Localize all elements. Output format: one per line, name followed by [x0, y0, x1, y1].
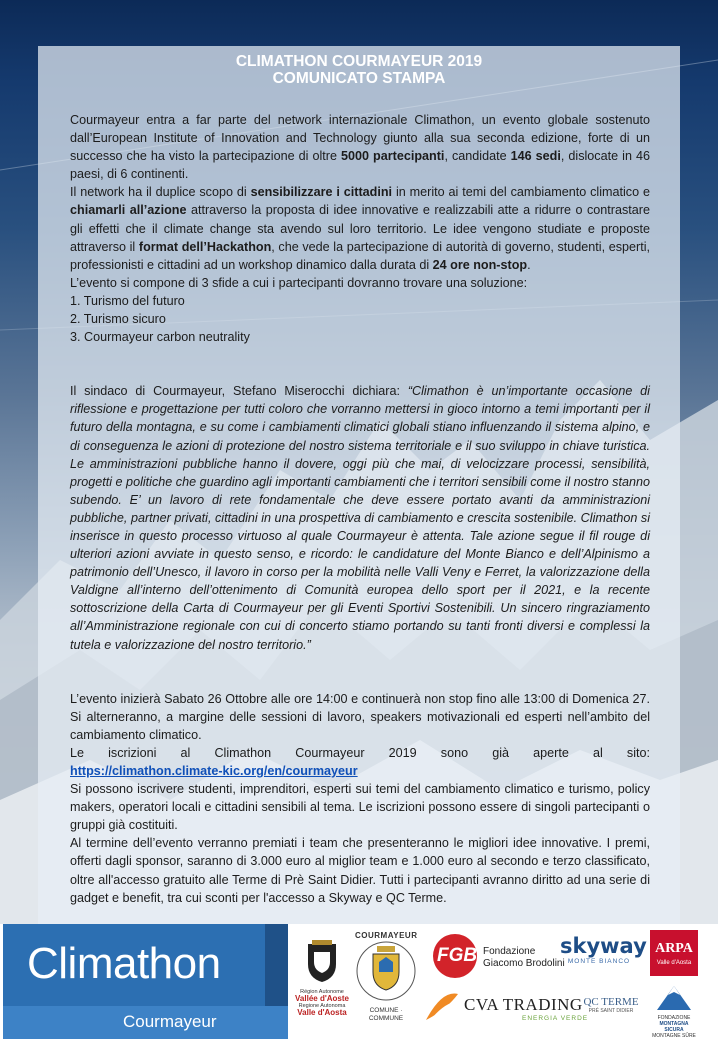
highlight-duration: 24 ore non-stop — [432, 257, 528, 272]
vda-line: Valle d'Aosta — [297, 1008, 347, 1017]
skyway-name: skyway — [560, 934, 647, 958]
challenges-intro: L’evento si compone di 3 sfide a cui i partecipanti dovranno trovare una soluzione: — [70, 275, 528, 290]
cva-tagline: ENERGIA VERDE — [522, 1015, 589, 1022]
text-run: Il network ha il duplice scopo di — [70, 185, 251, 200]
mayor-quote: “Climathon è un’importante occasione di riflessione e progettazione per tutti coloro che vorranno mettersi in gioco intorno a temi importanti per il futuro della montagna, e su come i cambiamenti climatici globali stiano influenzando il sistema alpino, e di conseguenza le azioni di protezione del nostro sistema territoriale e il suo sviluppo in chiave turistica. Le amministrazioni pubbliche hanno il dovere, oggi più che mai, di velocizzare processi, sensibilità, progetti e politiche che guardino agli importanti cambiamenti che i territori sensibili come il nostro stanno subendo. E’ un lavoro di rete fondamentale che deve essere portato avanti da amministrazioni pubbliche, partner privati, cittadini in una prospettiva di cambiamento e crescita sostenibile. Climathon si inserisce in questo processo virtuoso al quale Courmayeur è attenta. Tale azione segue il fil rouge di ulteriori azioni avviate in questo senso, e ricordo: le candidature del Monte Bianco e dell’Alpinismo a patrimonio dell’Unesco, il lavoro in corso per la mobilità nelle Valli Veny e Ferret, la valorizzazione della Valdigne all’interno dell’ottenimento di Comunità europea dello sport per il 2021, e la recente sottoscrizione della Carta di Courmayeur per gli Eventi Sportivi Sostenibili. Un sincero ringraziamento all’Amministrazione regionale con cui di concerto stiamo portando su tanti fronti diversi e complessi la tutela e valorizzazione del nostro territorio.” — [70, 384, 650, 652]
text-run: , candidate — [444, 149, 511, 164]
lion-crest-icon — [294, 940, 350, 984]
skyway-logo — [560, 934, 647, 974]
who-can-register-paragraph: Si possono iscrivere studenti, imprenditori, esperti sui temi del cambiamento climatico e turismo, policy makers, operatori locali e cittadini sensibili al tema. Le iscrizioni possono essere di singoli partecipanti o gruppi già costituiti. — [70, 782, 650, 833]
text-run: in merito ai temi del cambiamento climatico e — [392, 185, 651, 200]
challenge-item: 1. Turismo del futuro — [70, 293, 185, 308]
highlight-hackathon: format dell’Hackathon — [138, 239, 272, 254]
cva-leaf-icon — [424, 990, 460, 1024]
highlight-venues: 146 sedi — [510, 149, 561, 164]
highlight-action: chiamarli all’azione — [70, 203, 187, 218]
skyway-subtitle: MONTE BIANCO — [567, 958, 631, 965]
document-type: COMUNICATO STAMPA — [272, 70, 446, 87]
fms-line: MONTAGNE SÛRE — [652, 1033, 696, 1039]
fgb-mark: FGB — [437, 945, 478, 966]
highlight-participants: 5000 partecipanti — [341, 149, 445, 164]
qc-location: PRÉ SAINT DIDIER — [588, 1008, 634, 1014]
cva-name: CVA TRADING — [464, 995, 583, 1014]
text-run: Courmayeur entra a far parte del network internazionale Climathon, un evento globale sostenuto dall’European Institute of Innovation and Technology giunto alla sua seconda edizione, forte di un successo che ha visto la partecipazione di oltre — [70, 113, 650, 164]
fms-line: MONTAGNA SICURA — [659, 1021, 689, 1033]
vda-line: Région Autonome — [300, 989, 344, 995]
text-run: attraverso la proposta di idee innovative e realizzabili atte a ridurre o contrastare gli effetti che il climate change sta avendo sul loro territorio. Le idee vengono studiate e proposte attraverso il — [70, 203, 650, 254]
comune-name: COURMAYEUR — [355, 931, 418, 940]
climathon-logo-text: Climathon — [27, 939, 221, 988]
press-release-header — [38, 53, 680, 87]
registration-paragraph: Le iscrizioni al Climathon Courmayeur 2019 sono già aperte al sito: — [70, 745, 650, 760]
vda-line: Regione Autonoma — [298, 1003, 346, 1009]
mayor-quote-paragraph — [70, 382, 650, 653]
comune-subtitle: COMUNE · COMMUNE — [368, 1007, 404, 1022]
fgb-name-line: Giacomo Brodolini — [483, 958, 565, 969]
fms-line: FONDAZIONE — [657, 1015, 691, 1021]
highlight-awareness: sensibilizzare i cittadini — [250, 185, 393, 200]
challenge-item: 3. Courmayeur carbon neutrality — [70, 330, 250, 345]
prizes-paragraph: Al termine dell’evento verranno premiati i team che presenteranno le migliori idee innovative. I premi, offerti dagli sponsor, saranno di 3.000 euro al miglior team e 1.000 euro al secondo e terzo classificato, oltre all'accesso gratuito alle Terme di Prè Saint Didier. Tutti i partecipanti avranno diritto ad una serie di gadget e benefit, tra cui sconti per l'accesso a Skyway e QC Terme. — [70, 836, 650, 905]
arpa-name: ARPA — [655, 941, 693, 956]
text-run: . — [527, 257, 531, 272]
comune-courmayeur-logo — [355, 932, 417, 1024]
event-title: CLIMATHON COURMAYEUR 2019 — [235, 53, 483, 70]
schedule-paragraph: L’evento inizierà Sabato 26 Ottobre alle ore 14:00 e continuerà non stop fino alle 13:00 di Domenica 27. Si alterneranno, a margine delle sessioni di lavoro, speakers motivazionali ed esperti nell’ambito del cambiamento climatico. — [70, 691, 650, 742]
text-run: , che vede la partecipazione di autorità di governo, studenti, esperti, professionisti e cittadini ad un workshop dinamico dalla durata di — [70, 239, 650, 272]
text-run: , dislocate in 46 paesi, di 6 continenti. — [70, 149, 650, 182]
qc-terme-logo — [578, 996, 644, 1026]
montagna-sicura-logo — [650, 984, 698, 1039]
cva-trading-logo — [424, 990, 589, 1030]
fgb-name-line: Fondazione — [483, 946, 536, 957]
climathon-brand-accent — [265, 924, 288, 1006]
qc-name: QC TERME — [583, 996, 639, 1008]
fgb-logo — [433, 934, 565, 980]
press-release-body — [70, 111, 650, 907]
vda-line: Vallée d'Aoste — [295, 994, 349, 1003]
arpa-logo — [650, 930, 698, 976]
region-vda-logo — [294, 940, 350, 1020]
intro-paragraph — [70, 111, 650, 183]
registration-link[interactable]: https://climathon.climate-kic.org/en/courmayeur — [70, 764, 358, 778]
mountain-icon — [657, 984, 691, 1010]
climathon-location: Courmayeur — [123, 1012, 217, 1031]
arpa-region: Valle d'Aosta — [656, 960, 692, 966]
challenge-item: 2. Turismo sicuro — [70, 312, 166, 327]
coat-of-arms-icon — [355, 940, 417, 1002]
network-paragraph — [70, 183, 650, 273]
quote-intro: Il sindaco di Courmayeur, Stefano Miserocchi dichiara: — [70, 384, 408, 399]
